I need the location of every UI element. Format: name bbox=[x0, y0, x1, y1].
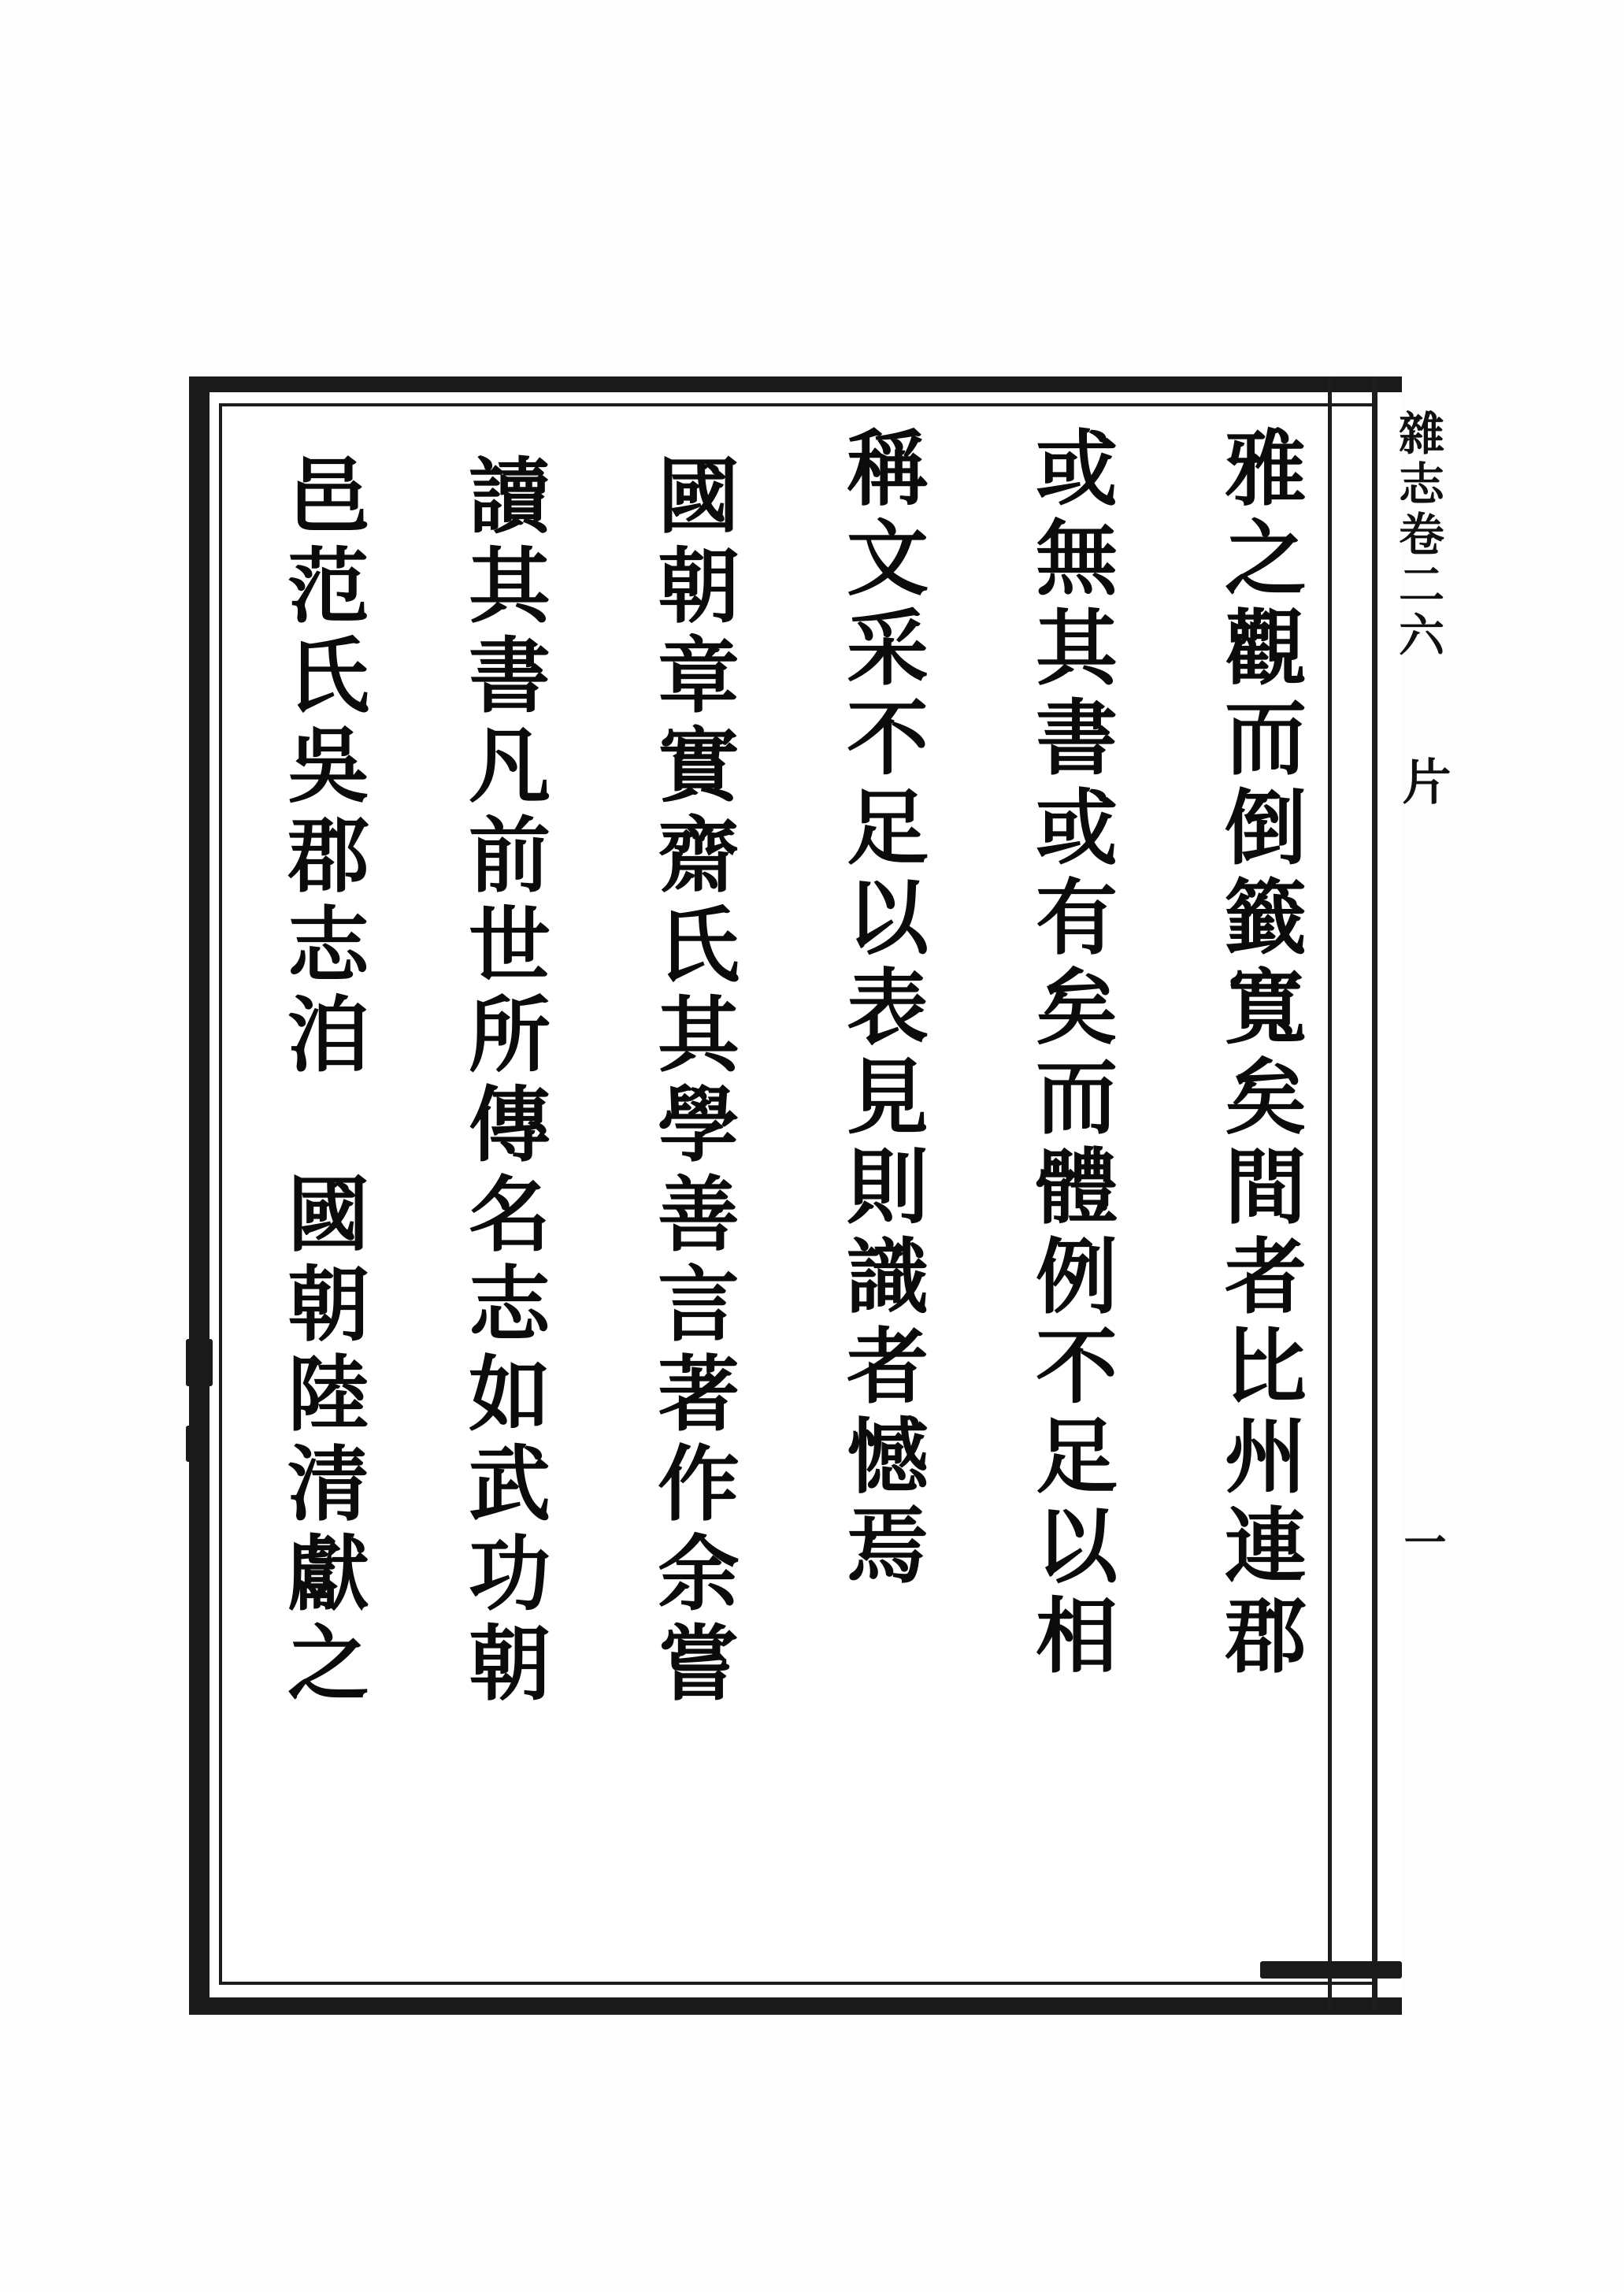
text-column-6: 邑范氏吳郡志洎 國朝陸清獻之 bbox=[273, 453, 370, 1710]
fold-margin-page-number: 一 bbox=[1397, 1520, 1448, 1566]
fold-margin-center-mark: 片 bbox=[1394, 756, 1452, 808]
ink-smudge bbox=[1260, 1961, 1402, 1979]
fold-margin-rule-left bbox=[1328, 376, 1332, 2013]
fold-margin-rule-right bbox=[1372, 376, 1377, 2013]
fold-margin-header-title: 雜志卷二六 bbox=[1391, 410, 1444, 662]
text-column-1: 雅之觀而倒籤寬矣間者比州連郡 bbox=[1211, 425, 1307, 1682]
text-column-2: 或無其書或有矣而體例不足以相 bbox=[1021, 425, 1118, 1682]
text-column-5: 讀其書凡前世所傳名志如武功朝 bbox=[454, 453, 551, 1710]
text-column-3: 稱文采不足以表見則識者憾焉 bbox=[832, 425, 929, 1593]
ink-smudge bbox=[186, 1426, 209, 1462]
ink-smudge bbox=[186, 1339, 213, 1386]
text-column-4: 國朝章實齋氏其學善言著作余嘗 bbox=[643, 453, 740, 1710]
